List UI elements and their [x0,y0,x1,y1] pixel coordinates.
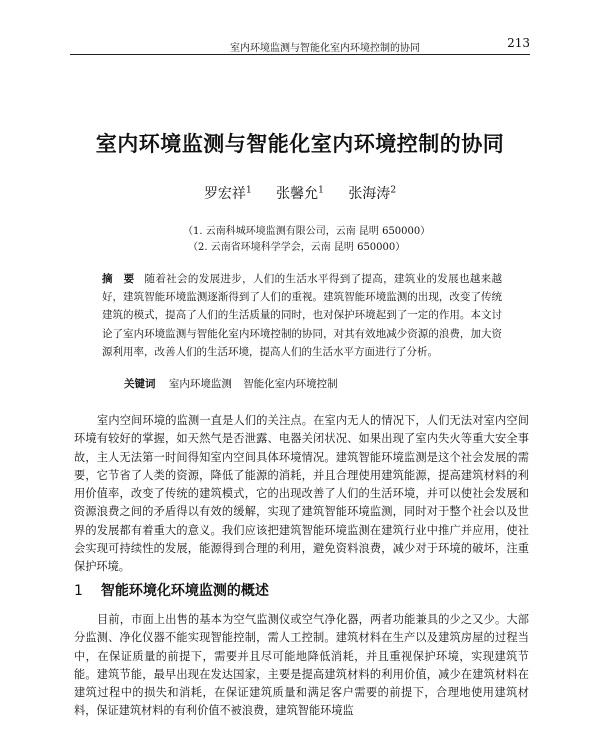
running-head-title: 室内环境监测与智能化室内环境控制的协同 [230,43,420,54]
author-list [70,183,530,203]
author-name: 张馨允 [276,186,319,202]
keywords-label: 关键词 [124,378,156,390]
keyword-item: 智能化室内环境控制 [243,378,338,390]
affiliation-2: （2. 云南省环境科学学会，云南 昆明 650000） [188,242,406,253]
abstract [102,270,502,361]
keyword-item: 室内环境监测 [168,378,232,390]
affiliation-1: （1. 云南科城环境监测有限公司，云南 昆明 650000） [183,226,431,237]
page-number: 213 [507,36,530,50]
abstract-text: 随着社会的发展进步，人们的生活水平得到了提高，建筑业的发展也越来越好，建筑智能环境监测逐渐得到了人们的重视。建筑智能环境监测的出现，改变了传统建筑的模式，提高了人们的生活质量的同时，也对保护环境起到了一定的作用。本文讨论了室内环境监测与智能化室内环境控制的协同，对其有效地减少资源的浪费，加大资源利用率，改善人们的生活环境，提高人们的生活水平方面进行了分析。 [102,273,503,358]
author-name: 张海涛 [348,186,391,202]
body-paragraph-2: 目前，市面上出售的基本为空气监测仪或空气净化器，两者功能兼具的少之又少。大部分监测、净化仪器不能实现智能控制，需人工控制。建筑材料在生产以及建筑房屋的过程当中，在保证质量的前提下，需要并且尽可能地降低消耗，并且重视保护环境，实现建筑节能。建筑节能，最早出现在发达国家，主要是提高建筑材料的利用价值，减少在建筑材料在建筑过程中的损失和消耗，在保证建筑质量和满足客户需要的前提下，合理地使用建筑材料，保证建筑材料的有利价值不被浪费，建筑智能环境监 [74,613,529,718]
keywords [124,376,346,391]
author-3 [348,186,396,202]
author-1 [204,186,252,202]
body-paragraph-1: 室内空间环境的监测一直是人们的关注点。在室内无人的情况下，人们无法对室内空间环境有较好的掌握，如天然气是否泄露、电器关闭状况、如果出现了室内失火等重大安全事故，主人无法第一时间得知室内空间具体环境情况。建筑智能环境监测是这个社会发展的需要，它节省了人类的资源，降低了能源的消耗，并且合理使用建筑能源，提高建筑材料的利用价值率，改变了传统的建筑模式，它的出现改善了人们的生活环境，并可以使社会发展和资源浪费之间的矛盾得以有效的缓解，实现了建筑智能环境监测，同时对于整个社会以及世界的发展都有着重大的意义。我们应该把建筑智能环境监测在建筑行业中推广并应用，使社会实现可持续性的发展，能源得到合理的利用，避免资料浪费，减少对于环境的破坏，注重保护环境。 [74,414,529,574]
author-2 [276,186,324,202]
author-affiliation-mark: 2 [390,185,397,196]
section-title: 智能环境化环境监测的概述 [100,583,269,599]
author-affiliation-mark: 1 [245,185,252,196]
author-affiliation-mark: 1 [318,185,324,196]
section-number: 1 [74,583,83,599]
section-heading-1 [74,580,269,600]
paper-title: 室内环境监测与智能化室内环境控制的协同 [95,132,505,156]
abstract-label: 摘 要 [102,273,135,285]
running-head [70,36,530,55]
author-name: 罗宏祥 [203,186,246,202]
